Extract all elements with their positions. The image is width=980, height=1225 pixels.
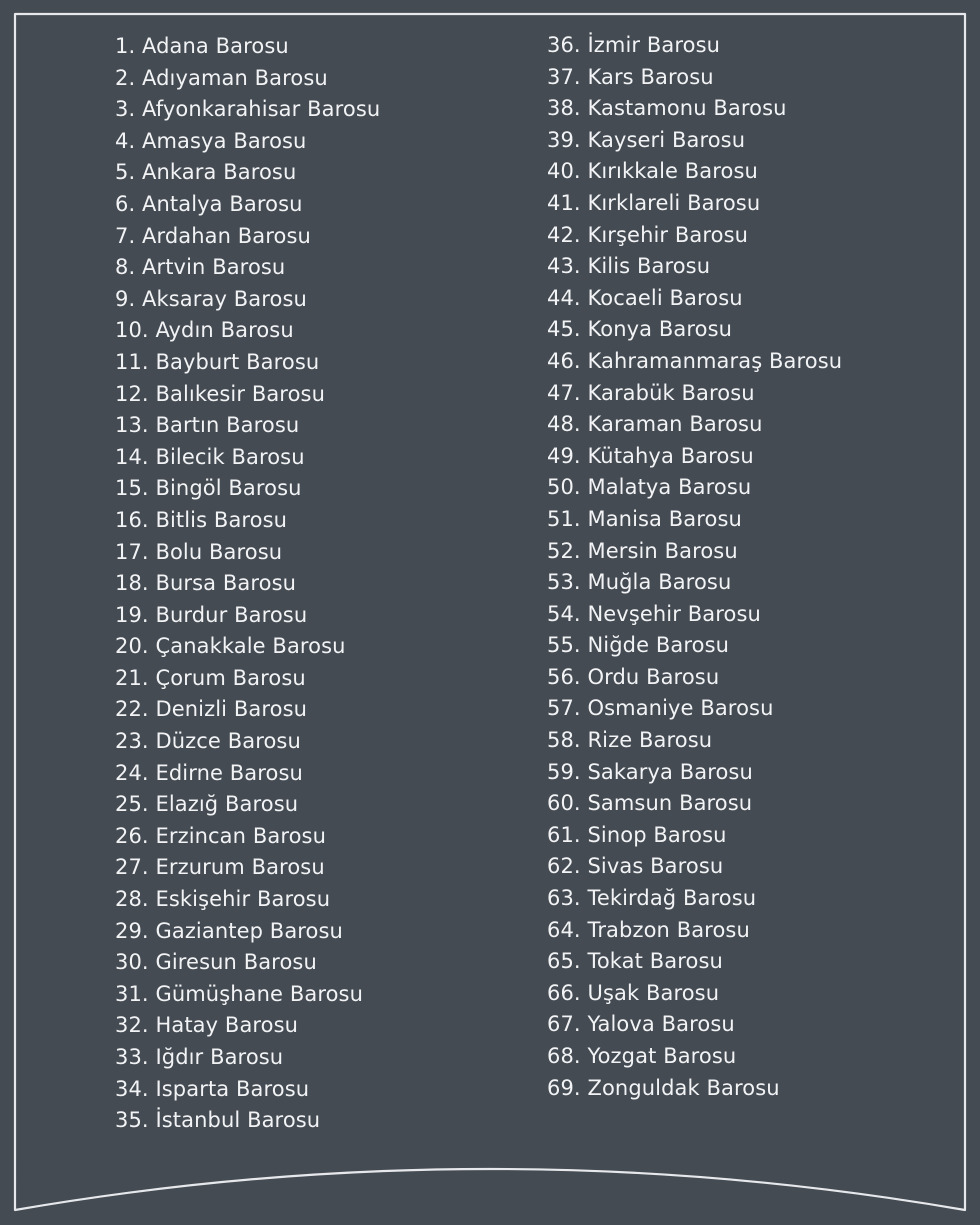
list-item: 14. Bilecik Barosu (115, 444, 305, 469)
list-item: 66. Uşak Barosu (547, 980, 720, 1005)
list-item: 37. Kars Barosu (547, 64, 714, 89)
list-item: 56. Ordu Barosu (547, 664, 720, 689)
list-item: 67. Yalova Barosu (547, 1012, 735, 1037)
list-item: 13. Bartın Barosu (115, 413, 300, 438)
list-item: 15. Bingöl Barosu (115, 476, 302, 501)
list-item: 19. Burdur Barosu (115, 602, 308, 627)
list-item: 51. Manisa Barosu (547, 506, 742, 531)
list-item: 8. Artvin Barosu (115, 255, 286, 280)
list-item: 52. Mersin Barosu (547, 538, 738, 563)
list-item: 44. Kocaeli Barosu (547, 285, 743, 310)
list-item: 42. Kırşehir Barosu (547, 222, 749, 247)
list-item: 18. Bursa Barosu (115, 571, 297, 596)
list-item: 59. Sakarya Barosu (547, 759, 753, 784)
list-item: 46. Kahramanmaraş Barosu (547, 348, 843, 373)
list-item: 53. Muğla Barosu (547, 570, 732, 595)
list-item: 33. Iğdır Barosu (115, 1045, 284, 1069)
list-item: 16. Bitlis Barosu (115, 507, 288, 532)
list-item: 4. Amasya Barosu (115, 128, 307, 153)
list-item: 7. Ardahan Barosu (115, 223, 311, 248)
list-item: 50. Malatya Barosu (547, 475, 752, 500)
list-item: 10. Aydın Barosu (115, 318, 294, 343)
list-item: 63. Tekirdağ Barosu (547, 886, 757, 911)
list-item: 43. Kilis Barosu (547, 254, 711, 279)
list-item: 36. İzmir Barosu (547, 33, 721, 57)
list-item: 3. Afyonkarahisar Barosu (115, 97, 381, 122)
list-item: 2. Adıyaman Barosu (115, 65, 328, 90)
list-item: 20. Çanakkale Barosu (115, 634, 346, 659)
list-item: 6. Antalya Barosu (115, 191, 303, 216)
list-item: 30. Giresun Barosu (115, 950, 317, 975)
list-item: 55. Niğde Barosu (547, 633, 730, 658)
list-item: 26. Erzincan Barosu (115, 823, 326, 848)
list-item: 27. Erzurum Barosu (115, 855, 325, 880)
list-item: 28. Eskişehir Barosu (115, 887, 331, 912)
baro-list-left-column (115, 31, 380, 1137)
list-item: 54. Nevşehir Barosu (547, 601, 761, 626)
list-item: 64. Trabzon Barosu (547, 917, 750, 942)
list-item: 49. Kütahya Barosu (547, 443, 754, 468)
list-item: 5. Ankara Barosu (115, 160, 297, 185)
list-item: 58. Rize Barosu (547, 728, 713, 753)
list-item: 25. Elazığ Barosu (115, 792, 299, 817)
list-item: 47. Karabük Barosu (547, 380, 755, 405)
list-item: 23. Düzce Barosu (115, 729, 301, 754)
list-item: 40. Kırıkkale Barosu (547, 159, 758, 184)
list-item: 39. Kayseri Barosu (547, 127, 746, 152)
list-item: 65. Tokat Barosu (547, 949, 723, 974)
list-item: 48. Karaman Barosu (547, 412, 763, 437)
list-item: 69. Zonguldak Barosu (547, 1075, 780, 1100)
list-item: 45. Konya Barosu (547, 317, 733, 342)
list-item: 35. İstanbul Barosu (115, 1108, 321, 1133)
list-item: 11. Bayburt Barosu (115, 349, 320, 374)
list-item: 29. Gaziantep Barosu (115, 918, 343, 943)
list-item: 31. Gümüşhane Barosu (115, 981, 363, 1006)
list-item: 61. Sinop Barosu (547, 822, 727, 847)
list-item: 34. Isparta Barosu (115, 1076, 310, 1101)
list-item: 38. Kastamonu Barosu (547, 96, 787, 121)
baro-list-right-column (547, 30, 842, 1104)
list-item: 57. Osmaniye Barosu (547, 696, 774, 721)
list-item: 62. Sivas Barosu (547, 854, 724, 879)
list-item: 1. Adana Barosu (115, 34, 289, 58)
list-item: 9. Aksaray Barosu (115, 286, 307, 311)
list-item: 24. Edirne Barosu (115, 760, 303, 785)
list-item: 32. Hatay Barosu (115, 1013, 299, 1038)
list-item: 68. Yozgat Barosu (547, 1044, 737, 1068)
list-item: 22. Denizli Barosu (115, 697, 308, 722)
list-item: 60. Samsun Barosu (547, 791, 753, 816)
list-item: 12. Balıkesir Barosu (115, 381, 325, 406)
list-item: 41. Kırklareli Barosu (547, 190, 761, 215)
list-item: 17. Bolu Barosu (115, 539, 283, 564)
list-item: 21. Çorum Barosu (115, 665, 306, 690)
